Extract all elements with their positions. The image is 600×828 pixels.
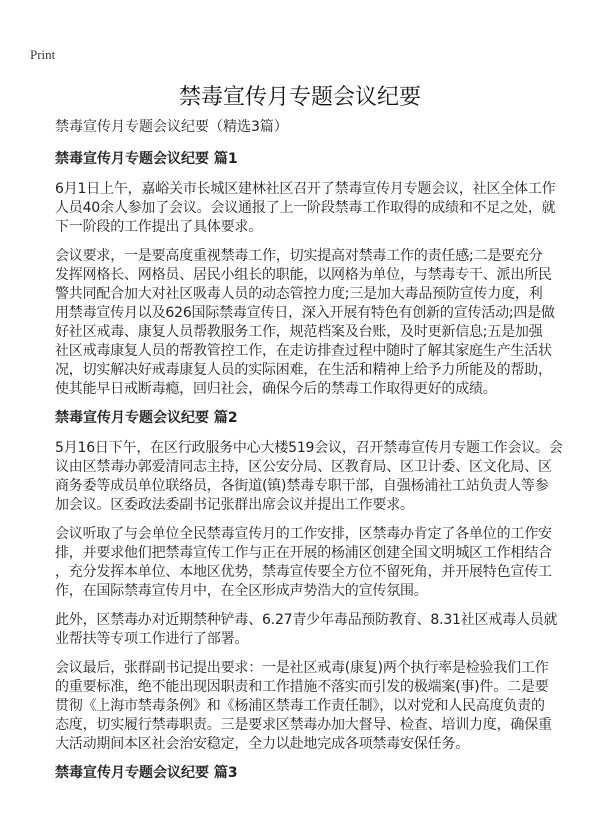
paragraph-line: 社区戒毒康复人员的帮教管控工作，在走访排查过程中随时了解其家庭生产生活状	[55, 343, 552, 359]
paragraph-line: 会议听取了与会单位全民禁毒宣传月的工作安排，区禁毒办肯定了各单位的工作安	[55, 526, 552, 542]
paragraph-line: 贯彻《上海市禁毒条例》和《杨浦区禁毒工作责任制》，以对党和人民高度负责的	[55, 698, 545, 714]
paragraph-line: 下一阶段的工作提出了具体要求。	[55, 219, 262, 235]
paragraph-line: 6月1日上午，嘉峪关市长城区建林社区召开了禁毒宣传月专题会议，社区全体工作	[55, 181, 556, 197]
paragraph-line: 警共同配合加大对社区吸毒人员的动态管控力度;三是加大毒品预防宣传力度，利	[55, 286, 543, 302]
paragraph	[55, 180, 555, 237]
paragraph-line: 人员40余人参加了会议。会议通报了上一阶段禁毒工作取得的成绩和不足之处，就	[55, 200, 556, 216]
paragraph-line: 会议最后，张群副书记提出要求：一是社区戒毒(康复)两个执行率是检验我们工作	[55, 660, 549, 676]
paragraph-line: 的重要标准，绝不能出现因职责和工作措施不落实而引发的极端案(事)件。二是要	[55, 679, 549, 695]
paragraph-line: 此外，区禁毒办对近期禁种铲毒、6.27青少年毒品预防教育、8.31社区戒毒人员就	[55, 612, 558, 628]
paragraph-line: 使其能早日戒断毒瘾，回归社会，确保今后的禁毒工作取得更好的成绩。	[55, 381, 497, 397]
paragraph-line: ，充分发挥本单位、本地区优势，禁毒宣传要全方位不留死角，并开展特色宣传工	[55, 564, 552, 580]
paragraph-line: 议由区禁毒办郭爱清同志主持，区公安分局、区教育局、区卫计委、区文化局、区	[55, 459, 552, 475]
paragraph-line: 好社区戒毒、康复人员帮教服务工作，规范档案及台账，及时更新信息;五是加强	[55, 324, 543, 340]
paragraph-line: 商务委等成员单位联络员，各街道(镇)禁毒专职干部，自强杨浦社工站负责人等参	[55, 478, 549, 494]
paragraph-line: 排，并要求他们把禁毒宣传工作与正在开展的杨浦区创建全国文明城区工作相结合	[55, 545, 552, 561]
paragraph-line: 大活动期间本区社会治安稳定，全力以赴地完成各项禁毒安保任务。	[55, 736, 469, 752]
document-subtitle: 禁毒宣传月专题会议纪要（精选3篇）	[55, 119, 288, 135]
paragraph-line: 作，在国际禁毒宣传月中，在全区形成声势浩大的宣传氛围。	[55, 583, 428, 599]
sections	[55, 150, 563, 783]
paragraph-line: 会议要求，一是要高度重视禁毒工作，切实提高对禁毒工作的责任感;二是要充分	[55, 248, 543, 264]
section-heading: 禁毒宣传月专题会议纪要 篇2	[55, 410, 238, 426]
document-body	[55, 118, 563, 794]
paragraph-line: 态度，切实履行禁毒职责。三是要求区禁毒办加大督导、检查、培训力度，确保重	[55, 717, 552, 733]
paragraph-line: 发挥网格长、网格员、居民小组长的职能，以网格为单位，与禁毒专干、派出所民	[55, 267, 552, 283]
paragraph	[55, 659, 555, 754]
paragraph-line: 用禁毒宣传月以及626国际禁毒宣传日，深入开展有特色有创新的宣传活动;四是做	[55, 305, 555, 321]
paragraph-line: 5月16日下午，在区行政服务中心大楼519会议，召开禁毒宣传月专题工作会议。会	[55, 440, 563, 456]
paragraph-line: 业帮扶等专项工作进行了部署。	[55, 631, 249, 647]
paragraph	[55, 525, 555, 601]
document-title: 禁毒宣传月专题会议纪要	[178, 85, 421, 110]
section-heading: 禁毒宣传月专题会议纪要 篇3	[55, 765, 238, 781]
paragraph-line: 加会议。区委政法委副书记张群出席会议并提出工作要求。	[55, 497, 414, 513]
print-link[interactable]: Print	[30, 47, 56, 62]
section-heading: 禁毒宣传月专题会议纪要 篇1	[55, 151, 238, 167]
paragraph	[55, 247, 555, 399]
paragraph-line: 况，切实解决好戒毒康复人员的实际困难，在生活和精神上给予力所能及的帮助，	[55, 362, 552, 378]
paragraph	[55, 439, 563, 515]
paragraph	[55, 611, 558, 649]
